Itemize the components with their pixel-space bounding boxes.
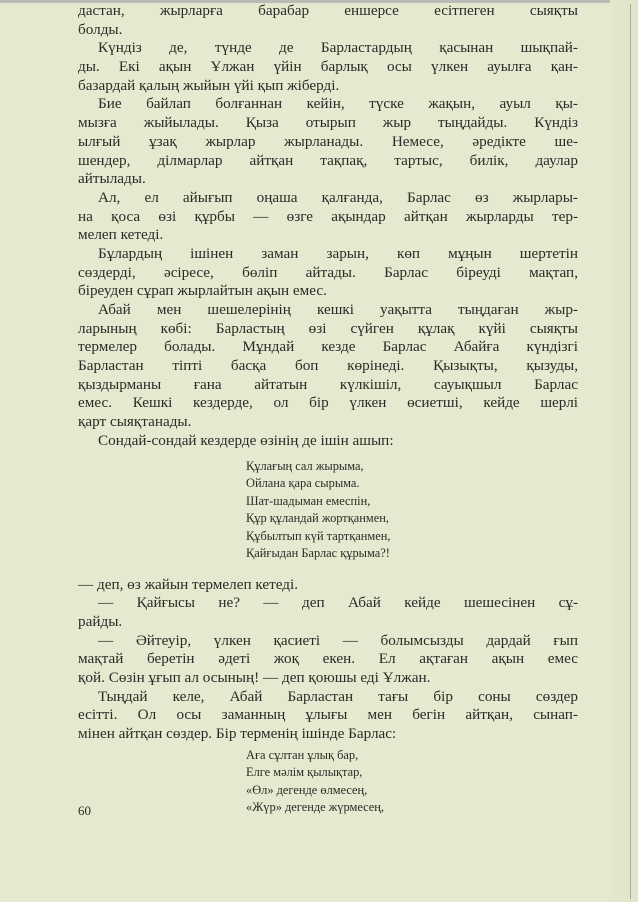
verse-block — [246, 458, 506, 563]
text-line: Бие байлап болғаннан кейін, түске жақын, ауыл қы- — [98, 95, 578, 113]
text-line: айтылады. — [78, 170, 146, 188]
text-line: — Әйтеуір, үлкен қасиеті — болымсызды дардай ғып — [98, 631, 578, 649]
paragraph — [78, 245, 578, 301]
text-line: базардай қалың жыйын үйі қып жіберді. — [78, 76, 340, 94]
paragraph — [78, 594, 578, 631]
verse-line: Құр құландай жортқанмен, — [246, 511, 389, 525]
paragraph — [78, 301, 578, 432]
paragraph — [78, 39, 578, 95]
text-line: Күндіз де, түнде де Барластардың қасынан шықпай- — [98, 39, 578, 57]
text-line: Сондай-сондай кездерде өзінің де ішін ашып: — [98, 431, 394, 449]
text-line: біреуден сұрап жырлайтын ақын емес. — [78, 282, 327, 300]
page-gutter-shadow — [610, 0, 638, 902]
verse-line: Шат-шадыман емеспін, — [246, 493, 371, 508]
text-line: мелеп кетеді. — [78, 226, 164, 244]
paragraph — [78, 432, 578, 451]
text-line: — деп, өз жайын термелеп кетеді. — [78, 575, 299, 593]
paragraph — [78, 688, 578, 744]
text-line: қарт сыяқтанады. — [78, 413, 192, 431]
book-page-text — [78, 2, 578, 817]
verse-line: Қайғыдан Барлас құрыма?! — [246, 546, 390, 560]
text-line: қой. Сөзін ұғып ал осының! — деп қоюшы еді Ұлжан. — [78, 668, 431, 686]
verse-line: Аға сұлтан ұлық бар, — [246, 747, 359, 762]
page-edge-line — [630, 4, 631, 899]
verse-line: «Өл» дегенде өлмесең, — [246, 782, 368, 797]
text-line: мақтай беретін әдеті жоқ екен. Ел ақтаған ақын емес — [78, 650, 578, 668]
text-line: райды. — [78, 612, 123, 630]
text-line: ылғый ұзақ жырлар жырланады. Немесе, әредікте ше- — [78, 132, 578, 150]
text-line: Тыңдай келе, Абай Барластан тағы бір соны сөздер — [98, 687, 578, 705]
text-line: ларының көбі: Барластың өзі сүйген құлақ күйі сыяқты — [78, 319, 578, 337]
text-line: емес. Кешкі кездерде, ол бір үлкен өсиетші, кейде шерлі — [78, 394, 578, 412]
paragraph — [78, 632, 578, 688]
text-line: Ал, ел айығып оңаша қалғанда, Барлас өз жырлары- — [98, 188, 578, 206]
text-line: термелер болады. Мұндай кезде Барлас Абайға күндізгі — [78, 338, 578, 356]
text-line: сөздерді, әсіресе, бөліп айтады. Барлас біреуді мақтап, — [78, 263, 578, 281]
text-line: шендер, ділмарлар айтқан тақпақ, тартыс, билік, даулар — [78, 151, 578, 169]
text-line: Абай мен шешелерінің кешкі уақытта тыңдаған жыр- — [98, 301, 578, 318]
text-line: болды. — [78, 20, 123, 38]
verse-line: Құлағың сал жырыма, — [246, 458, 364, 473]
paragraph — [78, 2, 578, 39]
text-line: Бұлардың ішінен заман зарын, көп мұңын шертетін — [98, 244, 578, 262]
text-line: мызға жыйылады. Қыза отырып жыр тыңдайды. Күндіз — [78, 114, 578, 132]
paragraph — [78, 576, 578, 595]
paragraph — [78, 95, 578, 188]
text-line: на қоса өзі құрбы — өзге ақындар айтқан жырларды тер- — [78, 207, 578, 225]
paragraph — [78, 189, 578, 245]
text-line: қыздырманы ғана айтатын күлкішіл, сауықшыл Барлас — [78, 375, 578, 393]
verse-block — [246, 747, 506, 817]
page-number: 60 — [78, 803, 91, 818]
text-line: ды. Екі ақын Ұлжан үйін барлық осы үлкен ауылға қан- — [78, 58, 578, 76]
text-line: Барластан тіпті басқа боп көрінеді. Қызықты, қызуды, — [78, 357, 578, 375]
text-line: мінен айтқан сөздер. Бір терменің ішінде Барлас: — [78, 725, 397, 742]
text-line: дастан, жырларға барабар еншерсе есітпеген сыяқты — [78, 2, 578, 19]
verse-line: Елге мәлім қылықтар, — [246, 765, 363, 780]
verse-line: «Жүр» дегенде жүрмесең, — [246, 800, 385, 815]
verse-line: Ойлана қара сырыма. — [246, 476, 360, 490]
verse-line: Құбылтып күй тартқанмен, — [246, 528, 391, 543]
text-line: — Қайғысы не? — деп Абай кейде шешесінен сұ- — [98, 594, 578, 612]
text-line: есітті. Ол осы заманның ұлығы мен бегін айтқан, сынап- — [78, 706, 578, 724]
